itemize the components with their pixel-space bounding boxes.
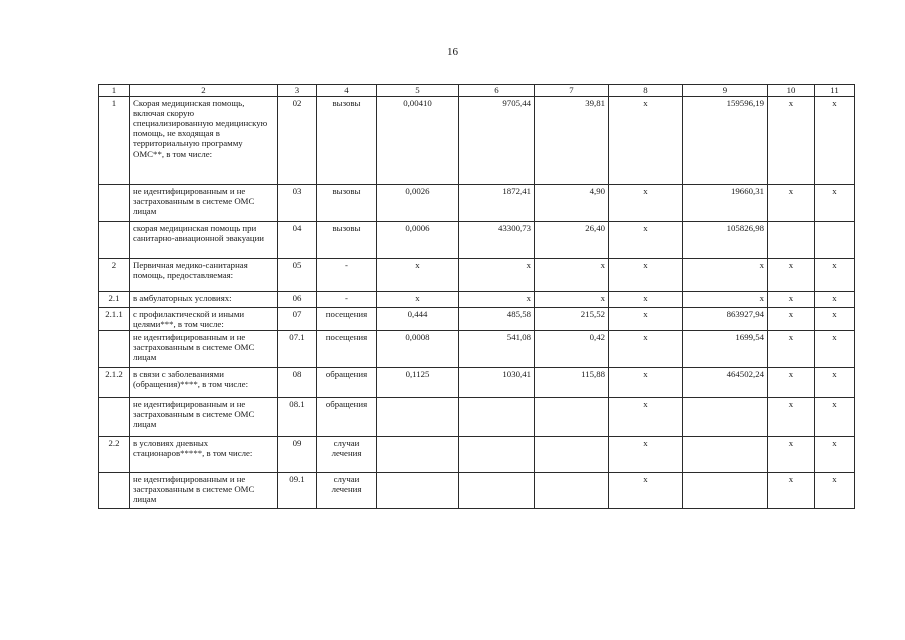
value-col-5: х: [377, 292, 459, 308]
value-col-5: 0,0006: [377, 222, 459, 259]
row-number: 2: [99, 259, 130, 292]
value-col-7: [535, 398, 609, 437]
row-code: 03: [278, 185, 317, 222]
row-number: 2.2: [99, 437, 130, 473]
row-code: 09: [278, 437, 317, 473]
value-col-5: [377, 398, 459, 437]
table-row: [99, 473, 855, 509]
row-unit: посещения: [317, 308, 377, 331]
value-col-10: х: [768, 97, 815, 185]
row-number: [99, 473, 130, 509]
value-col-9: 159596,19: [683, 97, 768, 185]
value-col-10: х: [768, 368, 815, 398]
row-name: в амбулаторных условиях:: [130, 292, 278, 308]
table-row: [99, 292, 855, 308]
value-col-11: х: [815, 308, 855, 331]
table-row: [99, 437, 855, 473]
column-header: 7: [535, 85, 609, 97]
value-col-8: х: [609, 437, 683, 473]
value-col-8: х: [609, 222, 683, 259]
table-row: [99, 185, 855, 222]
value-col-8: х: [609, 398, 683, 437]
value-col-5: 0,00410: [377, 97, 459, 185]
value-col-10: х: [768, 185, 815, 222]
column-header: 8: [609, 85, 683, 97]
value-col-6: [459, 398, 535, 437]
column-header: 6: [459, 85, 535, 97]
row-code: 04: [278, 222, 317, 259]
page-number: 16: [447, 46, 458, 58]
row-unit: обращения: [317, 368, 377, 398]
value-col-10: х: [768, 259, 815, 292]
row-number: [99, 398, 130, 437]
row-number: [99, 185, 130, 222]
column-header: 1: [99, 85, 130, 97]
row-unit: случаи лечения: [317, 437, 377, 473]
value-col-7: х: [535, 259, 609, 292]
value-col-9: 105826,98: [683, 222, 768, 259]
value-col-7: 4,90: [535, 185, 609, 222]
row-code: 06: [278, 292, 317, 308]
column-header: 9: [683, 85, 768, 97]
row-unit: -: [317, 259, 377, 292]
value-col-10: х: [768, 398, 815, 437]
column-header: 3: [278, 85, 317, 97]
value-col-11: х: [815, 473, 855, 509]
row-code: 02: [278, 97, 317, 185]
value-col-7: 39,81: [535, 97, 609, 185]
row-name: Скорая медицинская помощь, включая скорую специализированную медицинскую помощь, не входящая в территориальную программу ОМС**, в том числе:: [130, 97, 278, 185]
value-col-6: [459, 473, 535, 509]
row-number: 2.1: [99, 292, 130, 308]
row-name: в связи с заболеваниями (обращения)****, в том числе:: [130, 368, 278, 398]
value-col-8: х: [609, 473, 683, 509]
value-col-6: 485,58: [459, 308, 535, 331]
value-col-11: х: [815, 185, 855, 222]
value-col-9: х: [683, 259, 768, 292]
value-col-10: х: [768, 473, 815, 509]
value-col-11: х: [815, 437, 855, 473]
value-col-6: 1030,41: [459, 368, 535, 398]
value-col-5: 0,0008: [377, 331, 459, 368]
value-col-8: х: [609, 97, 683, 185]
value-col-10: [768, 222, 815, 259]
data-table: [98, 84, 855, 509]
table-row: [99, 222, 855, 259]
table-row: [99, 259, 855, 292]
value-col-7: 215,52: [535, 308, 609, 331]
row-number: [99, 222, 130, 259]
value-col-6: [459, 437, 535, 473]
value-col-11: х: [815, 292, 855, 308]
value-col-8: х: [609, 185, 683, 222]
column-header: 10: [768, 85, 815, 97]
value-col-9: 1699,54: [683, 331, 768, 368]
row-code: 07.1: [278, 331, 317, 368]
row-unit: вызовы: [317, 222, 377, 259]
value-col-9: [683, 473, 768, 509]
table-row: [99, 331, 855, 368]
row-number: [99, 331, 130, 368]
value-col-8: х: [609, 292, 683, 308]
row-name: с профилактической и иными целями***, в том числе:: [130, 308, 278, 331]
value-col-11: х: [815, 368, 855, 398]
row-name: скорая медицинская помощь при санитарно-авиационной эвакуации: [130, 222, 278, 259]
value-col-8: х: [609, 259, 683, 292]
value-col-6: 1872,41: [459, 185, 535, 222]
value-col-9: [683, 437, 768, 473]
row-unit: вызовы: [317, 185, 377, 222]
row-code: 07: [278, 308, 317, 331]
value-col-10: х: [768, 308, 815, 331]
row-name: Первичная медико-санитарная помощь, предоставляемая:: [130, 259, 278, 292]
value-col-9: х: [683, 292, 768, 308]
value-col-6: 43300,73: [459, 222, 535, 259]
value-col-7: 115,88: [535, 368, 609, 398]
value-col-9: 19660,31: [683, 185, 768, 222]
row-name: не идентифицированным и не застрахованным в системе ОМС лицам: [130, 185, 278, 222]
row-code: 08.1: [278, 398, 317, 437]
value-col-5: [377, 437, 459, 473]
table-row: [99, 368, 855, 398]
row-number: 2.1.1: [99, 308, 130, 331]
value-col-10: х: [768, 292, 815, 308]
value-col-8: х: [609, 368, 683, 398]
row-unit: посещения: [317, 331, 377, 368]
value-col-6: 541,08: [459, 331, 535, 368]
column-header: 5: [377, 85, 459, 97]
value-col-5: 0,444: [377, 308, 459, 331]
value-col-7: [535, 473, 609, 509]
value-col-7: [535, 437, 609, 473]
value-col-5: 0,1125: [377, 368, 459, 398]
row-unit: случаи лечения: [317, 473, 377, 509]
value-col-11: х: [815, 97, 855, 185]
row-unit: вызовы: [317, 97, 377, 185]
value-col-9: 464502,24: [683, 368, 768, 398]
value-col-6: х: [459, 292, 535, 308]
value-col-11: х: [815, 331, 855, 368]
value-col-8: х: [609, 308, 683, 331]
column-header: 2: [130, 85, 278, 97]
value-col-5: [377, 473, 459, 509]
table-row: [99, 97, 855, 185]
header-row: [99, 85, 855, 97]
row-unit: -: [317, 292, 377, 308]
value-col-11: х: [815, 259, 855, 292]
value-col-7: 0,42: [535, 331, 609, 368]
row-code: 05: [278, 259, 317, 292]
value-col-9: [683, 398, 768, 437]
row-number: 1: [99, 97, 130, 185]
value-col-6: х: [459, 259, 535, 292]
row-code: 09.1: [278, 473, 317, 509]
row-unit: обращения: [317, 398, 377, 437]
value-col-6: 9705,44: [459, 97, 535, 185]
row-name: в условиях дневных стационаров*****, в том числе:: [130, 437, 278, 473]
value-col-7: х: [535, 292, 609, 308]
row-name: не идентифицированным и не застрахованным в системе ОМС лицам: [130, 398, 278, 437]
value-col-10: х: [768, 331, 815, 368]
row-number: 2.1.2: [99, 368, 130, 398]
value-col-5: х: [377, 259, 459, 292]
column-header: 11: [815, 85, 855, 97]
table-body: [99, 97, 855, 509]
column-header: 4: [317, 85, 377, 97]
value-col-11: х: [815, 398, 855, 437]
table-row: [99, 398, 855, 437]
row-name: не идентифицированным и не застрахованным в системе ОМС лицам: [130, 473, 278, 509]
value-col-8: х: [609, 331, 683, 368]
value-col-7: 26,40: [535, 222, 609, 259]
row-name: не идентифицированным и не застрахованным в системе ОМС лицам: [130, 331, 278, 368]
value-col-9: 863927,94: [683, 308, 768, 331]
value-col-5: 0,0026: [377, 185, 459, 222]
row-code: 08: [278, 368, 317, 398]
table-row: [99, 308, 855, 331]
value-col-10: х: [768, 437, 815, 473]
value-col-11: [815, 222, 855, 259]
